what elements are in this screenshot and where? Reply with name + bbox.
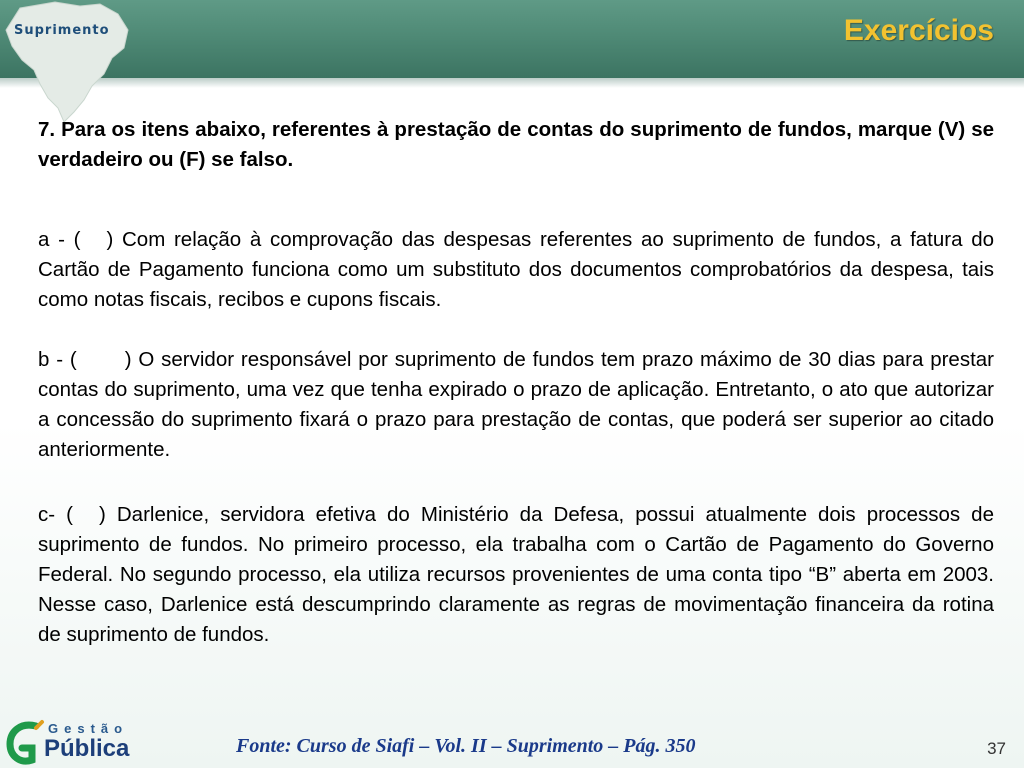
source-citation: Fonte: Curso de Siafi – Vol. II – Suprimento – Pág. 350: [236, 735, 696, 757]
item-a-suffix: ): [106, 228, 114, 251]
item-c-prefix: c- (: [38, 503, 73, 526]
item-b-suffix: ): [124, 348, 132, 371]
suprimento-logo-text: Suprimento: [14, 23, 110, 38]
gp-emblem-icon: [6, 718, 46, 766]
item-c-suffix: ): [98, 503, 106, 526]
item-c-text: Darlenice, servidora efetiva do Ministério da Defesa, possui atualmente dois processos de suprimento de fundos. No primeiro processo, ela trabalha com o Cartão de Pagamento do Governo Federal. No segundo processo, ela utiliza recursos provenientes de uma conta tipo “B” aberta em 2003. Nesse caso, Darlenice está descumprindo claramente as regras de movimentação financeira da rotina de suprimento de fundos.: [38, 503, 994, 646]
page-number: 37: [987, 739, 1006, 758]
logo-publica: Pública: [44, 735, 130, 762]
item-c: [38, 500, 994, 650]
item-b-text: O servidor responsável por suprimento de fundos tem prazo máximo de 30 dias para prestar contas do suprimento, uma vez que tenha expirado o prazo de aplicação. Entretanto, o ato que autorizar a concessão do suprimento fixará o prazo para prestação de contas, que poderá ser superior ao citado anteriormente.: [38, 348, 994, 461]
page-title: Exercícios: [843, 14, 994, 47]
item-a: [38, 225, 994, 315]
item-b: [38, 345, 994, 465]
item-a-prefix: a - (: [38, 228, 81, 251]
item-a-text: Com relação à comprovação das despesas referentes ao suprimento de fundos, a fatura do Cartão de Pagamento funciona como um substituto dos documentos comprobatórios da despesa, tais como notas fiscais, recibos e cupons fiscais.: [38, 228, 994, 311]
header-shadow: [0, 78, 1024, 88]
logo-gestao: Gestão: [48, 721, 129, 736]
brazil-map-logo: [0, 0, 150, 125]
item-b-prefix: b - (: [38, 348, 77, 371]
question-statement: 7. Para os itens abaixo, referentes à prestação de contas do suprimento de fundos, marque (V) se verdadeiro ou (F) se falso.: [38, 118, 994, 171]
gestao-publica-logo: [6, 718, 136, 766]
